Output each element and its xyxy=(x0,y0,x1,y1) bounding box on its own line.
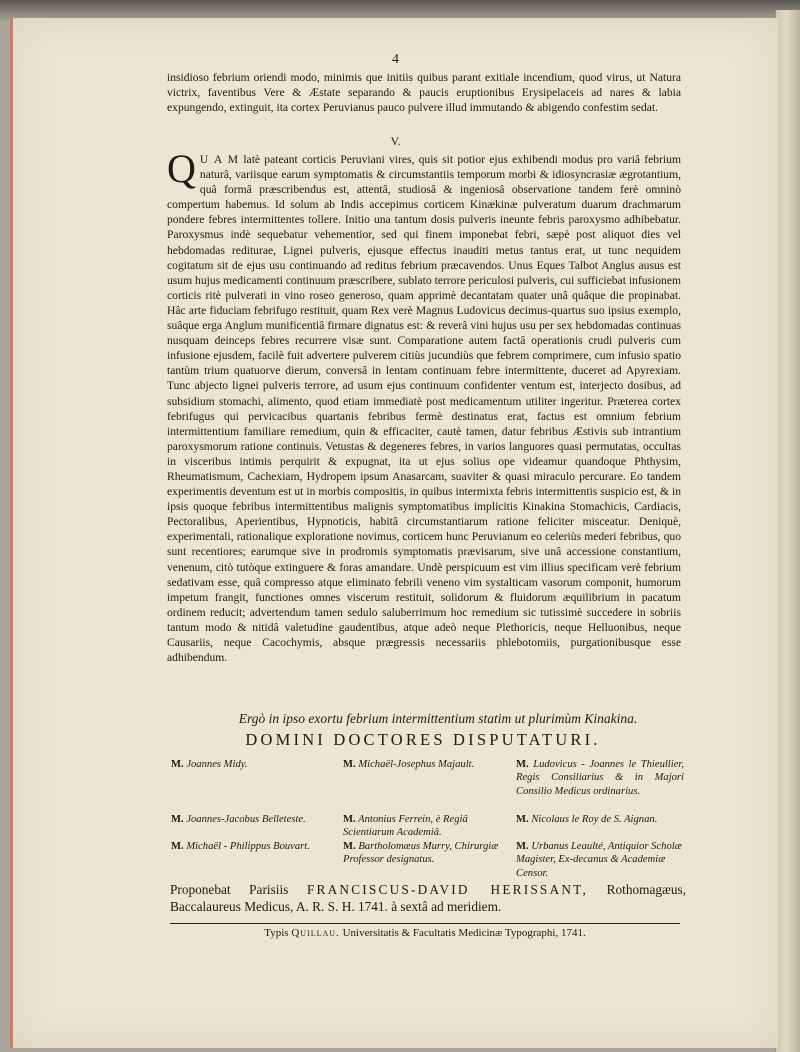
doctor-entry xyxy=(171,758,336,771)
doctor-entry xyxy=(343,813,511,840)
paragraph-main-text: latè pateant corticis Peruviani vires, quis sit potior ejus exhibendi modus pro variâ febrium naturâ, variisque earum symptomatis & circumstantiis temporum morbi & idiosyncrasiæ ægrotantium, quâ formâ præscribendus est, attentâ, studiosâ & ingeniosâ observatione tandem ferè omninò compertum habemus. Id solum ab Indis accepimus corticem Kinækinæ pulveratum duarum drachmarum pondere febres intermittentes tollere. Initio una tantum dosis pulveris ineunte febris paroxysmo adhibebatur. Paroxysmus indè sequebatur vehementior, sed qui finem imponebat febri, sæpè post aliquot dies vel hebdomadas rediturae, Lignei pulveris, ejusque effectus inauditi metus tantus erat, ut tunc nequidem cogitatum sit de ejus usu continuando ad reditus febrium præcavendos. Unus Eques Talbot Anglus ausus est usum hujus medicamenti continuum præscribere, sublato terrore periculosi pulveris, cui sufficiebat infusionem corticis ritè pulverati in vino roseo generoso, quam apprimè decantatam quater unâ quâque die propinabat. Hâc arte fiduciam febrifugo restituit, quam Rex verè Magnus Ludovicus decimus-quartus suo ipsius exemplo, suâque erga Anglum munificentiâ firmare dignatus est: & reverâ vini hujus usu per sex hebdomadas continuas nusquam deinceps febres recurrere visæ sunt. Comparatione autem factâ operationis crudi pulveris cum infusione ejusdem, facilè fuit advertere pulverem citiùs jucundiùs que febrem comprimere, cum infusio spatio tantùm trium quatuorve dierum, conversâ in lentam continuam febre intermittente, duceret ad Apyrexiam. Tunc abjecto lignei pulveris terrore, ad usum ejus continuum confidenter ventum est, interjecto dosibus, ad subsidium stomachi, alimento, quod etiam immediatè post medicamentum utiliter ingeritur. Præterea cortex febrifugus qui pervicacibus quartanis febribus fermè destinatus erat, factus est omnium febrium intermittentium familiare remedium, quin & efficaciter, cautè tamen, datur febribus Æstivis sub intrantium paroxysmorum ratione continuis. Vetustas & degeneres febres, in varios languores quasi permutatas, occultas in visceribus intimis perquirit & expugnat, ita ut ejus solius ope videamur quandoque Phthysim, Rheumatismum, Cachexiam, Hydropem ipsum Anasarcam, suaviter & quasi miraculo percurare. Eo tandem experimentis deventum est ut in morbis compositis, in quibus intermixta febris intermittentis suspicio est, & in ipsis quoque febribus intermittentibus malignis symptomatibus implicitis Kinakina Stomachicis, Cardiacis, Pectoralibus, Aperientibus, Hypnoticis, habitâ circumstantiarum ratione feliciter misceatur. Deniquè, experimentali, rationalique exploratione novimus, corticem hunc Peruvianum eo celeriùs mederi febribus, quo sunt recentiores; earumque sive in prodromis symptomatis prævisarum, sive unâ accessione constantium, venenum, citò tutòque extinguere & foras amandare. Undè perspicuum est vim illius specificam verè febrium sedativam esse, quâ compresso atque eliminato febrili veneno vim systalticam vasorum componit, humorum impetum frangit, functiones omnes viscerum restituit, solidorum & fluidorum æquilibrium in pacatum ordinem reducit; advertendum tamen sedulo saluberrimum hoc remedium sic tutissimè succedere in sobriis tantum modo & nitidâ valetudine gaudentibus, atque adeò neque Plethoricis, neque Helluonibus, neque Causariis, neque Cacochymis, absque prægressis necessariis phlebotomiis, purgationibusque esse adhibendum. xyxy=(167,153,681,665)
page-number: 4 xyxy=(392,52,399,67)
doctor-name: Joannes-Jacobus Belleteste. xyxy=(186,814,306,825)
paragraph-main xyxy=(167,146,681,665)
doctor-entry xyxy=(343,840,511,867)
doctor-prefix: M. xyxy=(171,841,184,852)
doctor-entry xyxy=(516,840,684,880)
doctor-name: Michaël-Josephus Majault. xyxy=(358,759,475,770)
doctor-prefix: M. xyxy=(343,759,356,770)
typis-label: Typis xyxy=(264,927,289,939)
doctor-entry xyxy=(516,758,684,798)
doctor-entry xyxy=(516,813,684,826)
doctor-entry xyxy=(171,840,336,853)
proponebat-statement xyxy=(170,882,686,915)
paragraph-continuation: insidioso febrium oriendi modo, minimis que initiis quibus parant exitiale incendium, quod virus, ut Natura victrix, faventibus Vere & Æstate separando & paucis eruptionibus Erysipelaceis ad nares & labia expungendo, extinguit, ita cortex Peruvianus pauco pulvere illud immutando & abigendo confestim sedat. xyxy=(167,71,681,115)
divider-rule xyxy=(170,923,680,924)
doctor-entry xyxy=(343,758,511,771)
doctor-name: Ludovicus - Joannes le Thieullier, Regis Consiliarius & in Majori Consilio Medicus ordinarius. xyxy=(516,759,684,797)
thesis-conclusion: Ergò in ipso exortu febrium intermittentium statim ut plurimùm Kinakina. xyxy=(238,711,638,726)
doctor-prefix: M. xyxy=(516,759,529,770)
doctor-prefix: M. xyxy=(516,814,529,825)
printer-line xyxy=(170,927,680,939)
section-numeral: V. xyxy=(390,134,401,148)
paragraph-opening-word: U A M xyxy=(199,153,240,166)
proponebat-details: Rothomagæus, Baccalaureus Medicus, A. R. S. H. 1741. à sextâ ad meridiem. xyxy=(170,882,687,914)
doctor-name: Nicolaus le Roy de S. Aignan. xyxy=(531,814,658,825)
respondent-name: FRANCISCUS-DAVID HERISSANT, xyxy=(306,882,588,897)
doctor-prefix: M. xyxy=(343,841,356,852)
doctor-name: Bartholomæus Murry, Chirurgiæ Professor designatus. xyxy=(343,841,499,866)
doctor-prefix: M. xyxy=(171,759,184,770)
doctor-name: Urbanus Leaulté, Antiquior Scholæ Magister, Ex-decanus & Academiæ Censor. xyxy=(516,841,682,879)
doctor-entry xyxy=(171,813,336,826)
doctor-prefix: M. xyxy=(171,814,184,825)
printer-details: Universitatis & Facultatis Medicinæ Typographi, 1741. xyxy=(342,927,586,939)
drop-cap: Q xyxy=(167,146,196,191)
thesis-page xyxy=(10,18,778,1048)
proponebat-label: Proponebat Parisiis xyxy=(170,882,289,897)
doctor-name: Joannes Midy. xyxy=(186,759,248,770)
printer-name: Quillau. xyxy=(291,927,340,939)
page-edge xyxy=(775,10,800,1052)
doctor-name: Antonius Ferrein, è Regiâ Scientiarum Academiâ. xyxy=(343,814,468,839)
doctor-prefix: M. xyxy=(516,841,529,852)
doctor-prefix: M. xyxy=(343,814,356,825)
doctors-heading: DOMINI DOCTORES DISPUTATURI. xyxy=(245,730,601,749)
doctor-name: Michaël - Philippus Bouvart. xyxy=(186,841,310,852)
